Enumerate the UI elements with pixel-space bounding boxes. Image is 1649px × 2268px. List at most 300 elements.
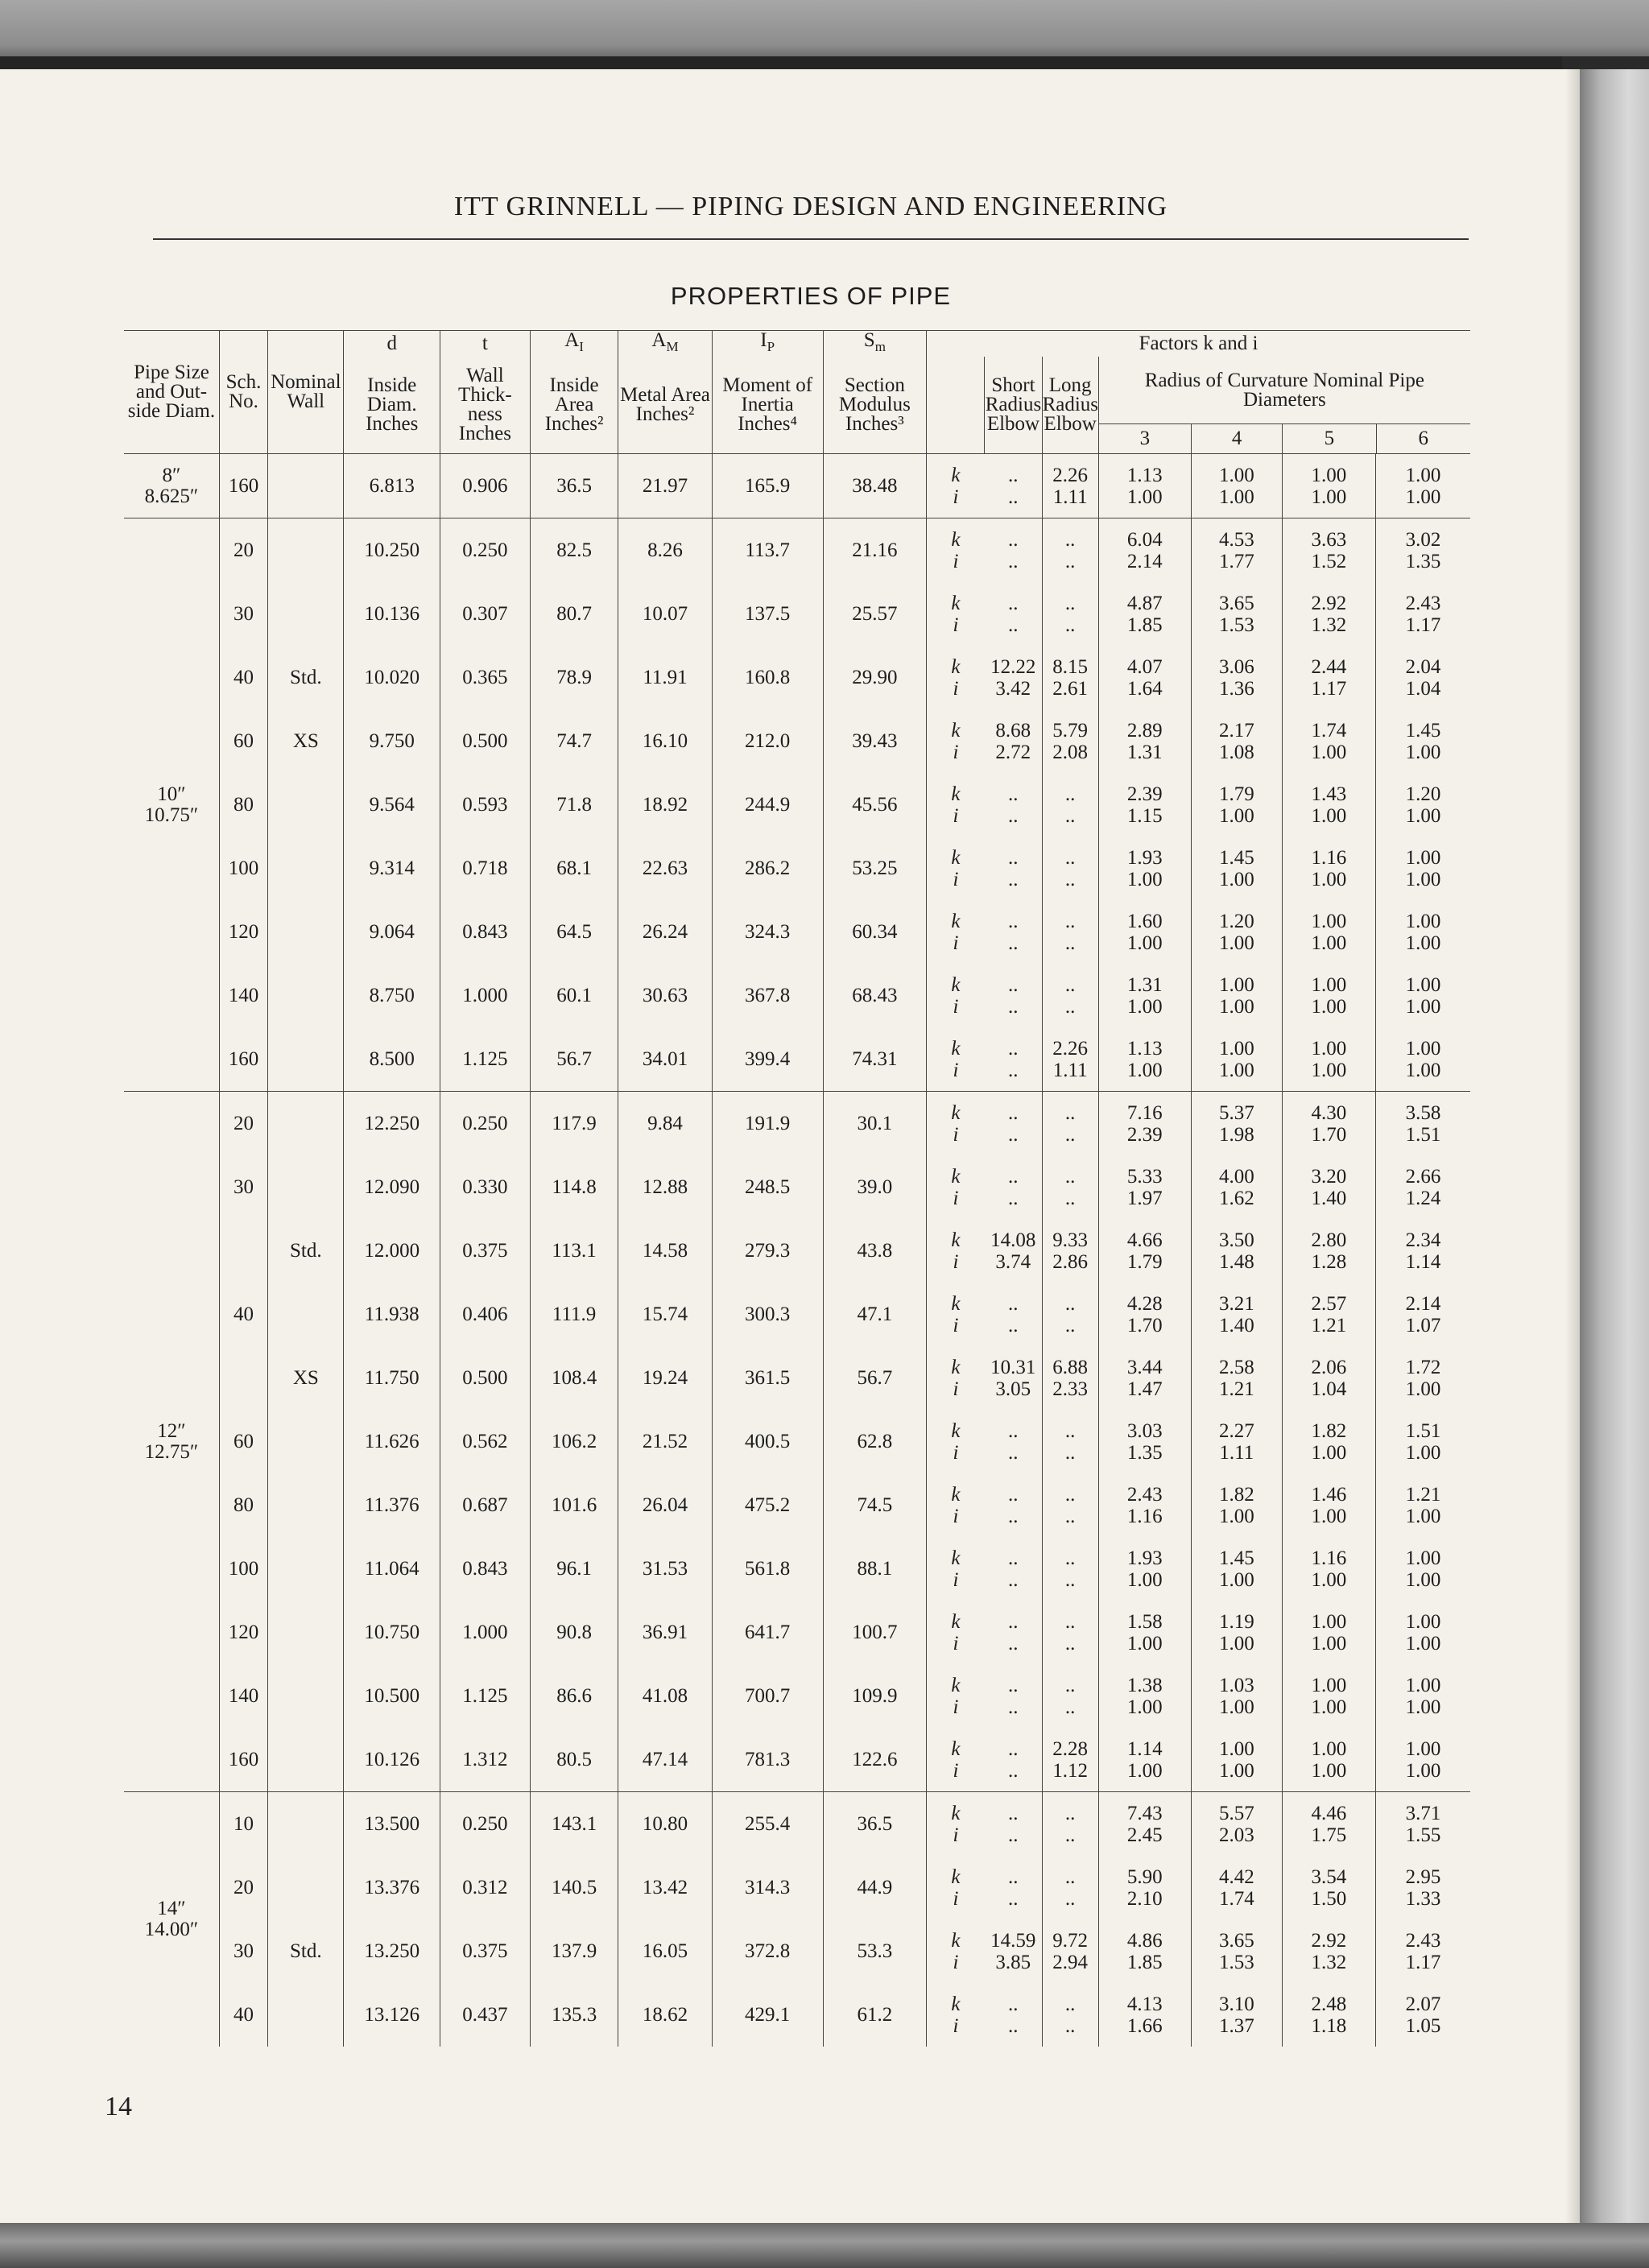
long-radius-cell [1042,454,1098,518]
long-radius-cell [1042,1155,1098,1219]
i-factor-value: 1.51 [1405,1123,1441,1146]
k-i-label-cell: k i [927,646,985,709]
k-factor-value: 1.43 [1311,783,1347,805]
inside-diam-cell: 9.750 [344,709,440,773]
k-factor-value: 4.07 [1126,655,1163,678]
wall-thickness-cell: 0.593 [440,773,530,837]
i-factor-value: 1.00 [1126,1759,1163,1782]
k-factor-value: 1.74 [1311,719,1347,742]
k-i-label-cell: k i [927,1473,985,1537]
sym-d: d [344,331,440,357]
col-radius-label: Radius of Curvature Nominal Pipe Diameters [1099,357,1470,424]
wall-thickness-cell: 0.718 [440,837,530,900]
k-factor-value: 1.45 [1218,1547,1254,1569]
i-factor-value: 1.00 [1218,1059,1254,1081]
sch-cell: 160 [219,454,267,518]
sch-cell: 140 [219,964,267,1027]
nominal-wall-cell [268,1092,344,1156]
table-row [124,1346,1470,1410]
moment-of-inertia-cell: 212.0 [712,709,823,773]
k-factor-value: 1.20 [1405,783,1441,805]
radius-3-cell [1098,1410,1191,1473]
pipe-outside-diameter: 8.625″ [144,485,199,507]
sym-ip: $I_P$ [712,331,823,357]
i-factor-value: 1.66 [1126,2014,1163,2037]
i-factor-value: 1.85 [1126,1951,1163,1973]
radius-5-cell [1282,1410,1375,1473]
i-factor-value: 1.00 [1126,932,1163,954]
i-factor-value: .. [1007,613,1019,636]
radius-4-cell [1191,964,1282,1027]
sch-cell: 100 [219,1537,267,1601]
i-factor-value: 1.35 [1405,550,1441,572]
radius-3-cell [1098,1092,1191,1156]
k-factor-value: 2.06 [1311,1356,1347,1378]
short-radius-cell [985,1219,1042,1283]
k-factor-value: .. [1064,1292,1076,1315]
k-factor-value: .. [1007,1737,1019,1760]
i-factor-value: 3.85 [995,1951,1031,1973]
radius-3-cell [1098,1155,1191,1219]
radius-6-cell [1375,1601,1470,1664]
k-factor-value: 2.57 [1311,1292,1347,1315]
i-factor-value: 1.00 [1405,1568,1441,1591]
i-factor-value: 2.72 [995,741,1031,763]
k-i-label-cell: k i [927,1792,985,1857]
radius-4-cell [1191,1473,1282,1537]
short-radius-cell [985,773,1042,837]
k-factor-value: 5.79 [1052,719,1089,742]
radius-6-cell [1375,837,1470,900]
col-ki-spacer [927,357,985,454]
k-factor-value: 3.63 [1311,528,1347,551]
long-radius-cell [1042,1537,1098,1601]
section-modulus-cell: 53.3 [823,1919,926,1983]
i-factor-value: 1.00 [1405,741,1441,763]
radius-6-cell [1375,1410,1470,1473]
moment-of-inertia-cell: 314.3 [712,1856,823,1919]
metal-area-cell: 8.26 [618,518,712,583]
radius-4-cell [1191,1283,1282,1346]
k-i-label-cell: k i [927,900,985,964]
radius-3-cell [1098,1792,1191,1857]
sch-cell: 30 [219,582,267,646]
i-factor-value: 2.33 [1052,1378,1089,1400]
k-factor-value: .. [1064,1865,1076,1888]
short-radius-cell [985,837,1042,900]
nominal-wall-cell [268,900,344,964]
moment-of-inertia-cell: 279.3 [712,1219,823,1283]
i-factor-value: 1.31 [1126,741,1163,763]
moment-of-inertia-cell: 255.4 [712,1792,823,1857]
i-factor-value: 1.00 [1311,995,1347,1018]
moment-of-inertia-cell: 561.8 [712,1537,823,1601]
i-factor-value: 1.17 [1311,677,1347,700]
wall-thickness-cell: 0.687 [440,1473,530,1537]
wall-thickness-cell: 0.365 [440,646,530,709]
short-radius-cell [985,1346,1042,1410]
radius-5-cell [1282,773,1375,837]
radius-3-cell [1098,1346,1191,1410]
pipe-properties-table [124,330,1470,2047]
i-factor-value: 1.00 [1311,1759,1347,1782]
long-radius-cell [1042,964,1098,1027]
radius-6-cell [1375,1919,1470,1983]
radius-6-cell [1375,900,1470,964]
table-row [124,1410,1470,1473]
i-factor-value: .. [1007,1059,1019,1081]
radius-6-cell [1375,1983,1470,2047]
i-factor-value: .. [1064,1568,1076,1591]
moment-of-inertia-cell: 361.5 [712,1346,823,1410]
i-factor-value: 1.00 [1126,1696,1163,1718]
nominal-wall-cell [268,1983,344,2047]
i-factor-value: .. [1007,2014,1019,2037]
radius-3-cell [1098,1728,1191,1792]
k-factor-value: 1.00 [1218,464,1254,486]
sch-cell [219,1219,267,1283]
k-factor-value: 2.26 [1052,464,1089,486]
inside-area-cell: 78.9 [530,646,618,709]
section-modulus-cell: 60.34 [823,900,926,964]
i-factor-value: 1.40 [1311,1187,1347,1209]
col-factors: Factors k and i [927,331,1471,357]
k-i-label-cell: k i [927,518,985,583]
k-factor-value: 2.39 [1126,783,1163,805]
k-factor-value: 1.82 [1218,1483,1254,1506]
i-factor-value: .. [1064,550,1076,572]
k-factor-value: 9.72 [1052,1929,1089,1952]
inside-area-cell: 140.5 [530,1856,618,1919]
page-number: 14 [105,2092,132,2121]
k-factor-value: 5.33 [1126,1165,1163,1188]
metal-area-cell: 10.80 [618,1792,712,1857]
wall-thickness-cell: 1.000 [440,1601,530,1664]
k-factor-value: 1.00 [1311,1737,1347,1760]
k-factor-value: .. [1064,783,1076,805]
wall-thickness-cell: 1.125 [440,1027,530,1092]
k-factor-value: 3.21 [1218,1292,1254,1315]
short-radius-cell [985,1919,1042,1983]
k-factor-value: 2.43 [1405,592,1441,614]
k-factor-value: .. [1007,1419,1019,1442]
col-r6: 6 [1376,424,1470,453]
metal-area-cell: 19.24 [618,1346,712,1410]
nominal-wall-cell [268,1473,344,1537]
radius-4-cell [1191,1027,1282,1092]
k-factor-value: 1.16 [1311,846,1347,869]
i-factor-value: .. [1007,1314,1019,1336]
nominal-wall-cell: Std. [268,646,344,709]
k-factor-value: 2.48 [1311,1993,1347,2015]
k-factor-value: 2.43 [1405,1929,1441,1952]
moment-of-inertia-cell: 165.9 [712,454,823,518]
pipe-size-cell [124,1792,219,2047]
table-row [124,1473,1470,1537]
i-factor-value: .. [1007,1696,1019,1718]
inside-area-cell: 108.4 [530,1346,618,1410]
k-factor-value: 3.58 [1405,1101,1441,1124]
k-i-label-cell: k i [927,964,985,1027]
i-factor-value: .. [1007,1824,1019,1846]
inside-area-cell: 80.7 [530,582,618,646]
k-factor-value: .. [1007,1101,1019,1124]
radius-6-cell [1375,646,1470,709]
short-radius-cell [985,1092,1042,1156]
radius-4-cell [1191,1792,1282,1857]
radius-6-cell [1375,1473,1470,1537]
k-factor-value: 1.14 [1126,1737,1163,1760]
i-factor-value: 1.00 [1311,1632,1347,1655]
i-factor-value: .. [1007,868,1019,890]
k-factor-value: .. [1064,1610,1076,1633]
metal-area-cell: 22.63 [618,837,712,900]
short-radius-cell [985,1664,1042,1728]
moment-of-inertia-cell: 191.9 [712,1092,823,1156]
inside-diam-cell: 9.314 [344,837,440,900]
radius-4-cell [1191,582,1282,646]
book-spine-stripe [0,56,1562,69]
inside-diam-cell: 13.376 [344,1856,440,1919]
nominal-wall-cell [268,964,344,1027]
long-radius-cell [1042,1601,1098,1664]
k-factor-value: 4.46 [1311,1802,1347,1824]
short-radius-cell [985,1155,1042,1219]
k-factor-value: .. [1064,846,1076,869]
inside-area-cell: 86.6 [530,1664,618,1728]
radius-4-cell [1191,1537,1282,1601]
radius-6-cell [1375,1792,1470,1857]
k-i-label-cell: k i [927,1919,985,1983]
k-factor-value: 2.28 [1052,1737,1089,1760]
k-factor-value: 5.57 [1218,1802,1254,1824]
i-factor-value: .. [1007,1123,1019,1146]
radius-5-cell [1282,1664,1375,1728]
metal-area-cell: 18.92 [618,773,712,837]
k-factor-value: 10.31 [990,1356,1036,1378]
inside-diam-cell: 13.126 [344,1983,440,2047]
k-factor-value: 1.16 [1311,1547,1347,1569]
radius-3-cell [1098,1219,1191,1283]
nominal-wall-cell [268,837,344,900]
nominal-wall-cell [268,1537,344,1601]
k-factor-value: 1.82 [1311,1419,1347,1442]
wall-thickness-cell: 1.312 [440,1728,530,1792]
i-factor-value: 1.00 [1311,1696,1347,1718]
radius-3-cell [1098,1283,1191,1346]
radius-5-cell [1282,1346,1375,1410]
k-factor-value: 3.54 [1311,1865,1347,1888]
metal-area-cell: 11.91 [618,646,712,709]
table-row [124,709,1470,773]
i-factor-value: 1.00 [1218,485,1254,508]
k-factor-value: 1.00 [1405,1547,1441,1569]
radius-6-cell [1375,518,1470,583]
i-factor-value: 1.75 [1311,1824,1347,1846]
k-factor-value: .. [1007,910,1019,932]
i-factor-value: .. [1064,1123,1076,1146]
radius-5-cell [1282,1792,1375,1857]
metal-area-cell: 14.58 [618,1219,712,1283]
moment-of-inertia-cell: 781.3 [712,1728,823,1792]
sch-cell: 120 [219,1601,267,1664]
pipe-size-nominal: 8″ [162,464,181,486]
k-factor-value: 9.33 [1052,1229,1089,1251]
nominal-wall-cell [268,773,344,837]
nominal-wall-cell [268,454,344,518]
nominal-wall-cell [268,1601,344,1664]
table-row [124,1983,1470,2047]
i-factor-value: .. [1064,1696,1076,1718]
k-factor-value: 8.15 [1052,655,1089,678]
section-modulus-cell: 74.31 [823,1027,926,1092]
long-radius-cell [1042,518,1098,583]
long-radius-cell [1042,1792,1098,1857]
table-title: PROPERTIES OF PIPE [670,282,952,310]
long-radius-cell [1042,1219,1098,1283]
k-factor-value: 3.10 [1218,1993,1254,2015]
moment-of-inertia-cell: 700.7 [712,1664,823,1728]
radius-3-cell [1098,900,1191,964]
k-factor-value: 12.22 [990,655,1036,678]
radius-5-cell [1282,1919,1375,1983]
section-modulus-cell: 61.2 [823,1983,926,2047]
i-factor-value: .. [1007,804,1019,827]
radius-6-cell [1375,1155,1470,1219]
radius-4-cell [1191,646,1282,709]
k-i-label-cell: k i [927,1155,985,1219]
k-factor-value: 3.03 [1126,1419,1163,1442]
wall-thickness-cell: 0.562 [440,1410,530,1473]
i-factor-value: .. [1064,1824,1076,1846]
wall-thickness-cell: 0.843 [440,900,530,964]
radius-3-cell [1098,1601,1191,1664]
col-r4: 4 [1191,424,1282,453]
radius-3-cell [1098,518,1191,583]
wall-thickness-cell: 0.843 [440,1537,530,1601]
radius-5-cell [1282,454,1375,518]
radius-5-cell [1282,518,1375,583]
i-factor-value: 1.00 [1218,995,1254,1018]
i-factor-value: 1.00 [1311,741,1347,763]
i-factor-value: 1.97 [1126,1187,1163,1209]
pipe-size-cell [124,454,219,518]
inside-diam-cell: 10.136 [344,582,440,646]
radius-5-cell [1282,1092,1375,1156]
k-factor-value: 4.42 [1218,1865,1254,1888]
metal-area-cell: 36.91 [618,1601,712,1664]
i-factor-value: 1.15 [1126,804,1163,827]
k-factor-value: .. [1007,1037,1019,1060]
nominal-wall-cell [268,1664,344,1728]
radius-4-cell [1191,1728,1282,1792]
k-factor-value: 1.21 [1405,1483,1441,1506]
i-factor-value: 1.00 [1405,1632,1441,1655]
k-factor-value: .. [1064,592,1076,614]
col-short-radius: Short Radius Elbow [985,357,1042,454]
metal-area-cell: 13.42 [618,1856,712,1919]
radius-5-cell [1282,646,1375,709]
wall-thickness-cell: 0.307 [440,582,530,646]
short-radius-cell [985,1601,1042,1664]
radius-5-cell [1282,1856,1375,1919]
i-factor-value: 1.00 [1405,1441,1441,1464]
i-factor-value: 1.37 [1218,2014,1254,2037]
i-factor-value: .. [1007,1505,1019,1527]
k-factor-value: 1.00 [1405,1037,1441,1060]
k-i-label-cell: k i [927,1601,985,1664]
k-factor-value: .. [1007,1865,1019,1888]
table-row [124,1792,1470,1857]
radius-6-cell [1375,1346,1470,1410]
metal-area-cell: 30.63 [618,964,712,1027]
i-factor-value: .. [1064,868,1076,890]
col-r5: 5 [1282,424,1375,453]
short-radius-cell [985,709,1042,773]
metal-area-cell: 15.74 [618,1283,712,1346]
k-factor-value: 1.00 [1405,973,1441,996]
radius-5-cell [1282,900,1375,964]
k-factor-value: 1.13 [1126,464,1163,486]
i-factor-value: 2.86 [1052,1250,1089,1273]
i-factor-value: 1.36 [1218,677,1254,700]
k-factor-value: 1.79 [1218,783,1254,805]
k-factor-value: 1.19 [1218,1610,1254,1633]
inside-diam-cell: 9.564 [344,773,440,837]
inside-area-cell: 80.5 [530,1728,618,1792]
k-factor-value: .. [1007,1674,1019,1696]
long-radius-cell [1042,1983,1098,2047]
section-modulus-cell: 39.43 [823,709,926,773]
radius-6-cell [1375,1728,1470,1792]
i-factor-value: 1.00 [1311,868,1347,890]
k-factor-value: 4.13 [1126,1993,1163,2015]
i-factor-value: .. [1007,995,1019,1018]
moment-of-inertia-cell: 399.4 [712,1027,823,1092]
k-factor-value: 5.37 [1218,1101,1254,1124]
i-factor-value: 1.04 [1405,677,1441,700]
k-factor-value: 2.17 [1218,719,1254,742]
metal-area-cell: 12.88 [618,1155,712,1219]
long-radius-cell [1042,709,1098,773]
radius-3-cell [1098,1537,1191,1601]
k-factor-value: 1.31 [1126,973,1163,996]
k-factor-value: 2.26 [1052,1037,1089,1060]
inside-area-cell: 36.5 [530,454,618,518]
i-factor-value: 1.53 [1218,613,1254,636]
metal-area-cell: 16.10 [618,709,712,773]
sym-t: t [440,331,530,357]
scan-right-edge [1580,69,1649,2223]
inside-area-cell: 135.3 [530,1983,618,2047]
i-factor-value: 1.00 [1405,868,1441,890]
radius-3-cell [1098,837,1191,900]
pipe-size-cell [124,1092,219,1792]
k-factor-value: 2.04 [1405,655,1441,678]
i-factor-value: 1.47 [1126,1378,1163,1400]
pipe-outside-diameter: 14.00″ [144,1919,199,1940]
k-factor-value: 2.92 [1311,592,1347,614]
i-factor-value: 1.00 [1405,1696,1441,1718]
k-factor-value: 6.04 [1126,528,1163,551]
i-factor-value: .. [1064,1187,1076,1209]
long-radius-cell [1042,837,1098,900]
k-i-label-cell: k i [927,1728,985,1792]
moment-of-inertia-cell: 113.7 [712,518,823,583]
k-factor-value: .. [1064,1419,1076,1442]
k-factor-value: 3.44 [1126,1356,1163,1378]
i-factor-value: .. [1064,1505,1076,1527]
